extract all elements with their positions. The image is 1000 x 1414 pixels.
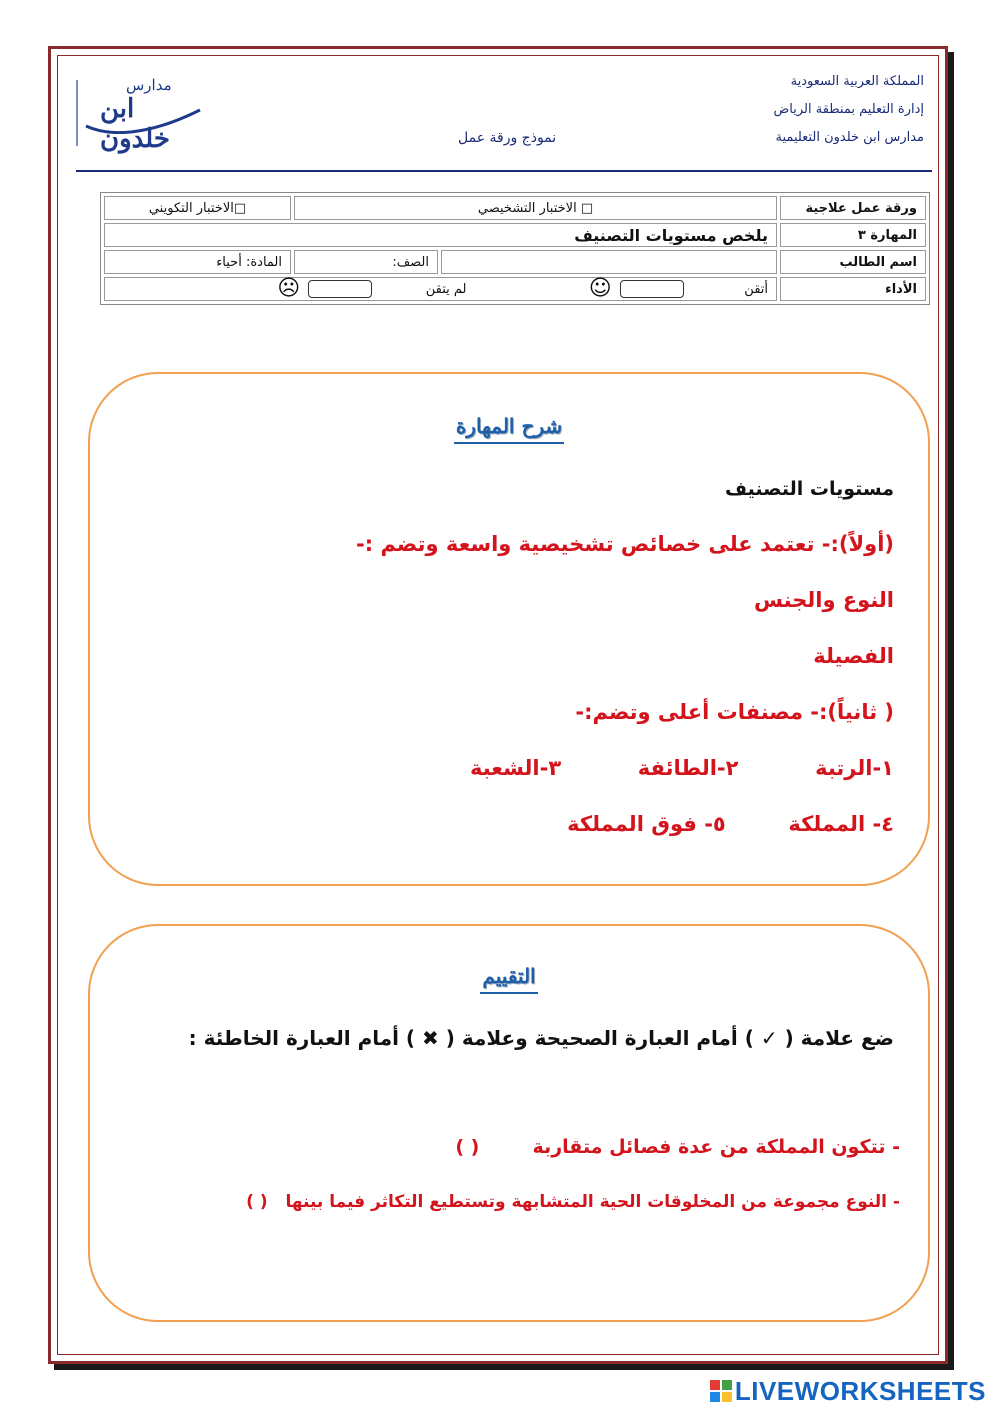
schools-name: مدارس ابن خلدون التعليمية [775, 130, 924, 145]
header-divider [76, 170, 932, 172]
mastered-label: أتقن [744, 281, 768, 297]
performance-options [104, 277, 777, 301]
student-name-field[interactable] [441, 250, 777, 274]
header-right [774, 68, 924, 152]
second-level-text: ( ثانياً):- مصنفات أعلى وتضم:- [575, 700, 894, 724]
info-row-worksheet-type [104, 196, 926, 220]
question-2 [246, 1192, 900, 1212]
info-row-student [104, 250, 926, 274]
question-2-text: - النوع مجموعة من المخلوقات الحية المتشابهة وتستطيع التكاثر فيما بينها [285, 1192, 900, 1212]
rank-kingdom: ٤- المملكة [788, 812, 894, 836]
explanation-title [90, 414, 928, 438]
worksheet-frame [48, 46, 948, 1364]
rank-superkingdom: ٥- فوق المملكة [567, 812, 726, 836]
logo-main-text: ابن خلدون [100, 94, 170, 154]
logo-top-text: مدارس [126, 76, 172, 94]
ranks-line-2 [567, 812, 894, 836]
info-row-performance [104, 277, 926, 301]
logo-bar [76, 80, 78, 146]
genus-species-text: النوع والجنس [753, 588, 894, 612]
kingdom-name: المملكة العربية السعودية [790, 74, 924, 89]
explanation-title-text: شرح المهارة [454, 414, 564, 444]
info-table [100, 192, 930, 305]
rank-order: ١-الرتبة [815, 756, 894, 780]
mastered-box[interactable] [620, 280, 684, 298]
question-1 [455, 1136, 900, 1158]
not-mastered-box[interactable] [308, 280, 372, 298]
skill-explanation-box [88, 372, 930, 886]
school-logo [76, 74, 206, 154]
worksheet-type-label: ورقة عمل علاجية [780, 196, 926, 220]
question-1-text: - تتكون المملكة من عدة فصائل متقاربة [532, 1136, 900, 1158]
administration-name: إدارة التعليم بمنطقة الرياض [773, 102, 924, 117]
sad-face-icon: ☹ [277, 276, 301, 301]
assessment-box [88, 924, 930, 1322]
student-name-label: اسم الطالب [780, 250, 926, 274]
question-1-answer[interactable]: ( ) [455, 1136, 480, 1158]
assessment-title-text: التقييم [480, 964, 537, 994]
assessment-instruction: ضع علامة ( ✓ ) أمام العبارة الصحيحة وعلامة ( ✖ ) أمام العبارة الخاطئة : [188, 1026, 894, 1050]
diagnostic-test-option[interactable]: □ الاختبار التشخيصي [294, 196, 777, 220]
worksheet-model-label: نموذج ورقة عمل [458, 130, 557, 146]
subject-field: المادة: أحياء [104, 250, 291, 274]
performance-label: الأداء [780, 277, 926, 301]
happy-face-icon: ☺ [588, 276, 612, 301]
rank-phylum: ٣-الشعبة [469, 756, 562, 780]
liveworksheets-text: LIVEWORKSHEETS [734, 1376, 986, 1406]
formative-test-option[interactable]: □الاختبار التكويني [104, 196, 291, 220]
first-level-text: (أولاً):- تعتمد على خصائص تشخيصية واسعة وتضم :- [356, 532, 894, 556]
liveworksheets-logo-icon [710, 1380, 732, 1402]
liveworksheets-watermark [710, 1376, 986, 1407]
family-text: الفصيلة [813, 644, 894, 668]
frame-inner-border [57, 55, 939, 1355]
rank-class: ٢-الطائفة [637, 756, 739, 780]
assessment-title [90, 964, 928, 988]
classification-heading: مستويات التصنيف [724, 478, 894, 500]
ranks-line-1 [470, 756, 894, 780]
skill-value: يلخص مستويات التصنيف [104, 223, 777, 247]
class-field[interactable]: الصف: [294, 250, 438, 274]
skill-label: المهارة ٣ [780, 223, 926, 247]
not-mastered-label: لم يتقن [425, 281, 467, 297]
question-2-answer[interactable]: ( ) [246, 1192, 268, 1212]
info-row-skill [104, 223, 926, 247]
